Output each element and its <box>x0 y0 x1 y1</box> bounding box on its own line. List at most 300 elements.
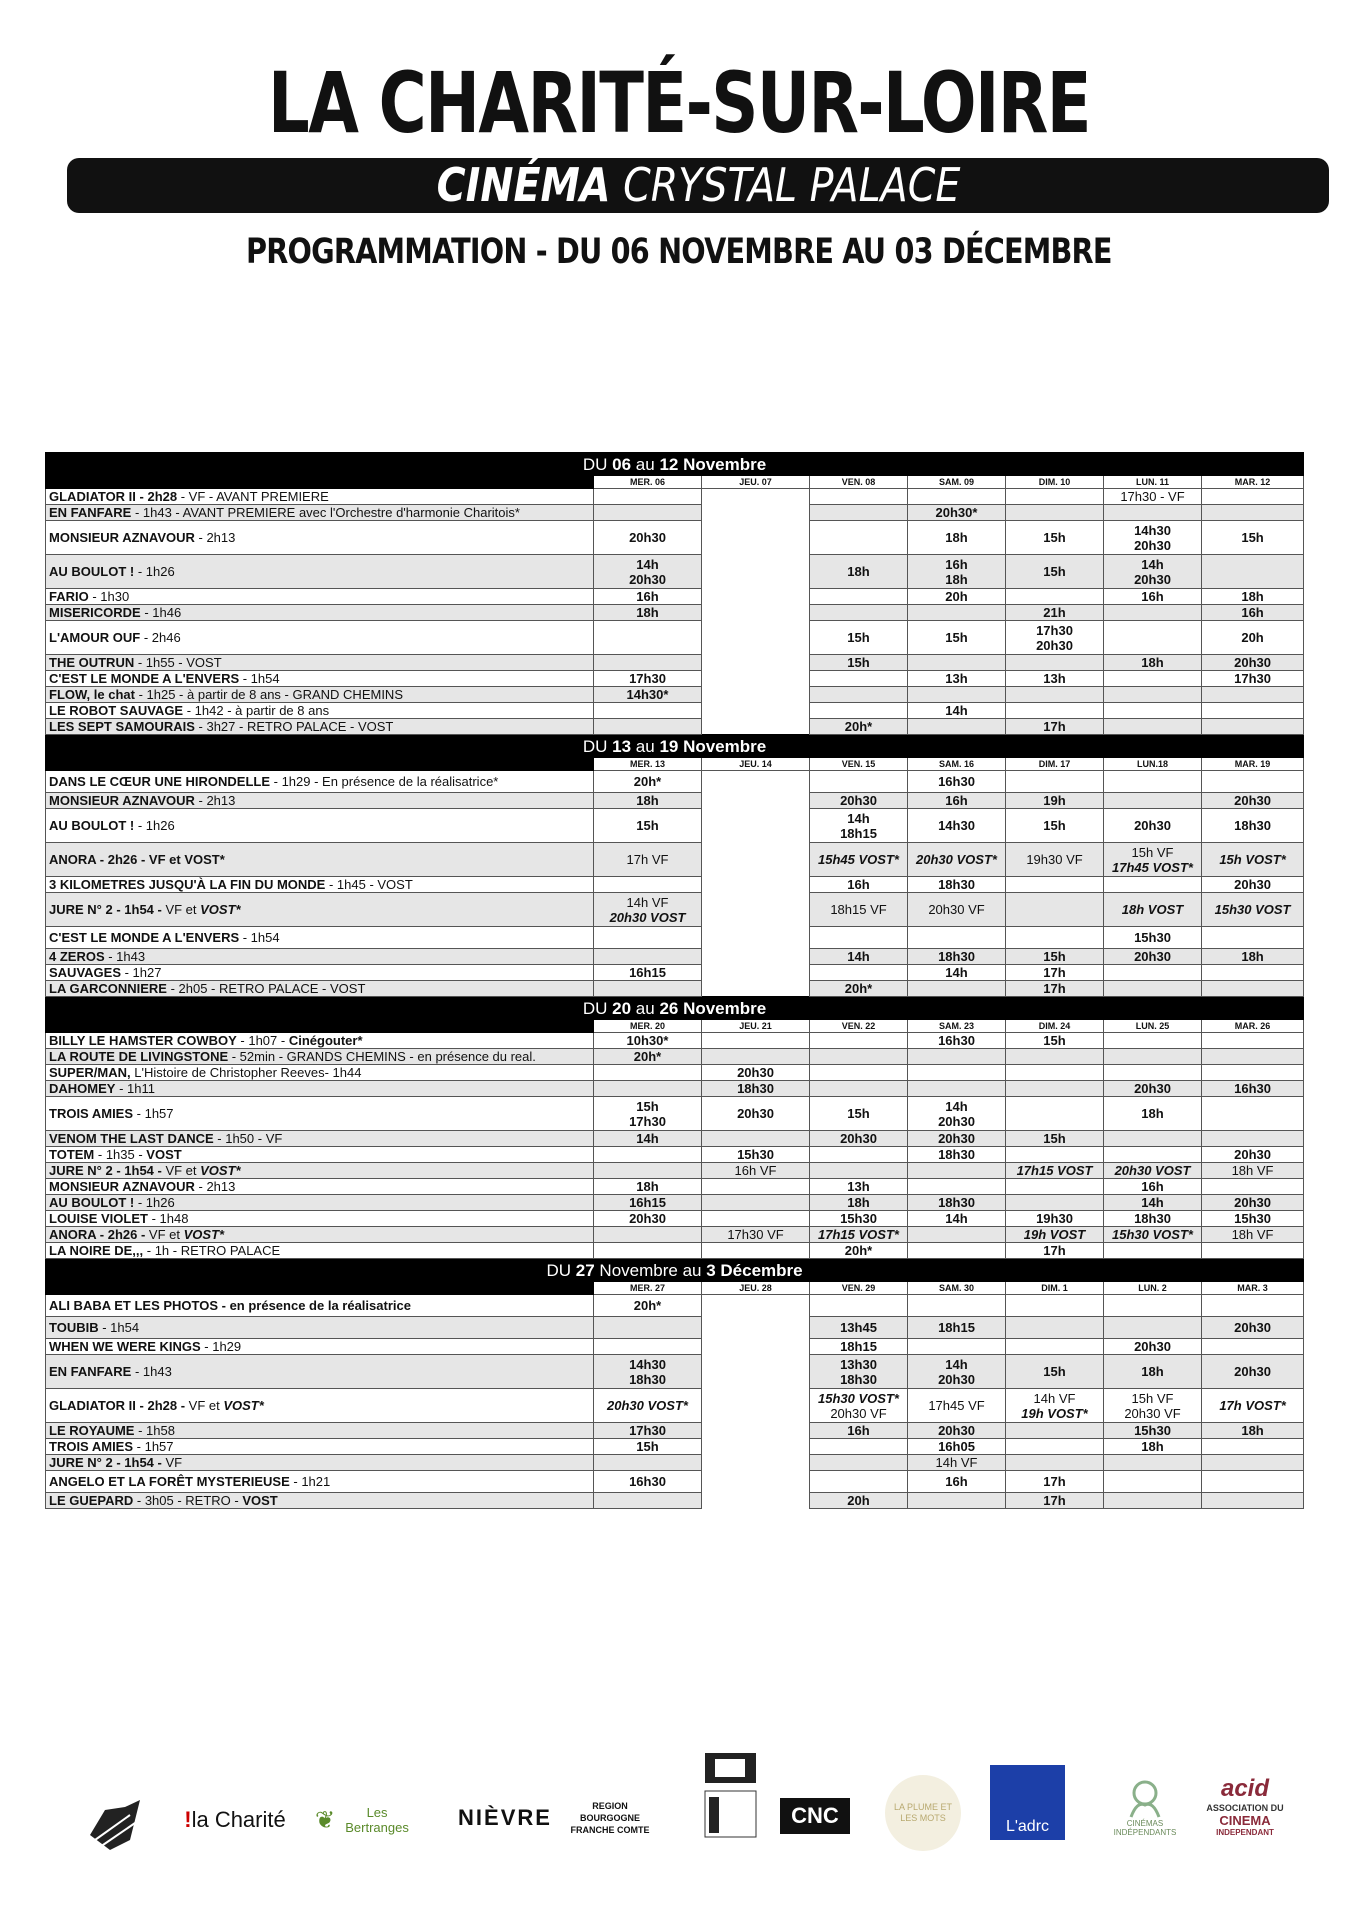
showtime: 14h <box>847 810 870 826</box>
showtime-cell <box>810 1471 908 1493</box>
film-title <box>46 1163 594 1179</box>
showtime: 14h <box>945 965 968 980</box>
film-title <box>46 621 594 655</box>
showtime: 18h15 <box>840 825 877 841</box>
showtime-cell <box>1104 1163 1202 1179</box>
film-row <box>46 605 1304 621</box>
showtime: 17h15 VOST <box>1016 1163 1093 1178</box>
showtime-cell <box>908 1097 1006 1131</box>
week-header <box>46 735 1304 758</box>
film-row <box>46 719 1304 735</box>
film-row <box>46 1147 1304 1163</box>
showtime-cell <box>594 1423 702 1439</box>
showtime-cell <box>1104 893 1202 927</box>
showtime-cell <box>1006 927 1104 949</box>
film-name: MISERICORDE <box>49 605 141 620</box>
film-row <box>46 1131 1304 1147</box>
showtime: 20h <box>945 589 968 604</box>
showtime-cell <box>1202 1211 1304 1227</box>
showtime: 20h30 <box>737 1106 774 1121</box>
showtime-cell <box>1104 1455 1202 1471</box>
showtime-cell <box>1202 809 1304 843</box>
showtime-cell <box>908 489 1006 505</box>
showtime: 20h* <box>844 719 873 734</box>
film-name: DANS LE CŒUR UNE HIRONDELLE <box>49 774 271 789</box>
showtime-cell <box>1104 719 1202 735</box>
film-details: - 1h57 <box>133 1439 174 1454</box>
showtime-cell <box>594 1339 702 1355</box>
film-row <box>46 1081 1304 1097</box>
showtime-cell <box>1202 1389 1304 1423</box>
film-details: - 1h35 - <box>94 1147 147 1162</box>
day-header: MAR. 3 <box>1202 1282 1304 1295</box>
showtime: 15h30 <box>737 1147 774 1162</box>
showtime-cell <box>702 589 810 605</box>
film-row <box>46 1493 1304 1509</box>
film-details: - 52min - GRANDS CHEMINS - en présence du real. <box>228 1049 536 1064</box>
film-title <box>46 1097 594 1131</box>
showtime: 20h30 <box>840 793 877 808</box>
film-name: 3 KILOMETRES JUSQU'À LA FIN DU MONDE <box>49 877 326 892</box>
film-row <box>46 505 1304 521</box>
showtime: 18h <box>1241 589 1264 604</box>
showtime-cell <box>1006 843 1104 877</box>
showtime-cell <box>594 521 702 555</box>
showtime-cell <box>1104 1227 1202 1243</box>
week-end-date: 19 Novembre <box>659 736 767 756</box>
showtime: 20h30 <box>1234 1147 1271 1162</box>
showtime: 18h <box>1141 1439 1164 1454</box>
showtime-cell <box>594 1317 702 1339</box>
film-name: TROIS AMIES <box>49 1439 134 1454</box>
showtime: 20h30 <box>737 1065 774 1080</box>
film-row <box>46 1439 1304 1455</box>
film-row <box>46 1355 1304 1389</box>
region-logo: REGION BOURGOGNE FRANCHE COMTE <box>570 1801 650 1835</box>
showtime-cell <box>908 1317 1006 1339</box>
day-header: LUN.18 <box>1104 758 1202 771</box>
showtime-cell <box>908 555 1006 589</box>
day-header: MAR. 12 <box>1202 476 1304 489</box>
showtime: 20h30 <box>1036 637 1073 653</box>
showtime: 17h45 VF <box>928 1398 985 1413</box>
film-title <box>46 981 594 997</box>
showtime: 18h <box>636 793 659 808</box>
showtime: 18h15 <box>840 1339 877 1354</box>
showtime-cell <box>594 703 702 719</box>
showtime: 14h VF <box>935 1455 978 1470</box>
showtime-cell <box>594 981 702 997</box>
week-header <box>46 997 1304 1020</box>
showtime-cell <box>1202 1163 1304 1179</box>
film-details: - 1h43 <box>104 949 146 964</box>
film-details: - 1h46 <box>140 605 182 620</box>
showtime-cell <box>1006 1147 1104 1163</box>
showtime-cell <box>594 605 702 621</box>
showtime: 20h30 <box>1234 1364 1271 1379</box>
film-row <box>46 1179 1304 1195</box>
showtime: 14h <box>1141 1195 1164 1210</box>
day-header: DIM. 1 <box>1006 1282 1104 1295</box>
day-header: MER. 20 <box>594 1020 702 1033</box>
film-row <box>46 965 1304 981</box>
film-title <box>46 1455 594 1471</box>
film-row <box>46 843 1304 877</box>
showtime-cell <box>594 489 702 505</box>
film-details: - 1h26 <box>134 818 175 833</box>
showtime: 19h30 <box>1036 1211 1073 1226</box>
showtime-cell <box>810 719 908 735</box>
showtime: 20h30 VOST <box>1114 1163 1191 1178</box>
week-title <box>46 997 1304 1020</box>
showtime: 20h30 <box>1134 1339 1171 1354</box>
showtime-cell <box>810 1179 908 1195</box>
showtime-cell <box>810 771 908 793</box>
film-details: - 1h26 <box>134 564 175 579</box>
showtime: 15h <box>1043 949 1066 964</box>
showtime: 17h VF <box>626 852 669 867</box>
film-title <box>46 1423 594 1439</box>
showtime-cell <box>908 671 1006 687</box>
showtime: 17h <box>1043 1493 1066 1508</box>
showtime-cell <box>594 589 702 605</box>
showtime-cell <box>702 1131 810 1147</box>
showtime-cell <box>1006 1317 1104 1339</box>
film-row <box>46 1471 1304 1493</box>
showtime-cell <box>1104 843 1202 877</box>
showtime: 20h30 <box>1234 877 1271 892</box>
showtime-cell <box>594 1131 702 1147</box>
film-row <box>46 1211 1304 1227</box>
showtime-cell <box>1006 1471 1104 1493</box>
film-name: TOTEM <box>49 1147 95 1162</box>
showtime: 20h30 <box>1134 949 1171 964</box>
showtime-cell <box>702 1295 810 1317</box>
showtime-cell <box>908 1179 1006 1195</box>
showtime: 14h <box>945 1356 968 1372</box>
film-title <box>46 1131 594 1147</box>
film-name: ANORA - 2h26 - <box>49 1227 146 1242</box>
showtime-cell <box>810 1163 908 1179</box>
showtime-cell <box>702 1179 810 1195</box>
film-name: LES SEPT SAMOURAIS <box>49 719 195 734</box>
showtime-cell <box>594 1163 702 1179</box>
showtime-cell <box>1202 877 1304 893</box>
showtime-cell <box>810 589 908 605</box>
day-header-spacer <box>46 1282 594 1295</box>
film-title <box>46 843 594 877</box>
showtime-cell <box>594 809 702 843</box>
showtime-cell <box>1006 1211 1104 1227</box>
showtime-cell <box>1202 771 1304 793</box>
showtime-cell <box>702 719 810 735</box>
showtime-cell <box>810 893 908 927</box>
showtime: 20h30 VF <box>830 1405 887 1421</box>
showtime: 16h VF <box>734 1163 777 1178</box>
film-details: - VF - AVANT PREMIERE <box>177 489 329 504</box>
day-header: MAR. 19 <box>1202 758 1304 771</box>
film-name: LE ROYAUME <box>49 1423 135 1438</box>
showtime-cell <box>594 877 702 893</box>
showtime-cell <box>1006 589 1104 605</box>
showtime-cell <box>1202 793 1304 809</box>
page-title: LA CHARITÉ-SUR-LOIRE <box>268 54 1090 152</box>
film-vost: VOST* <box>200 1163 241 1178</box>
showtime-cell <box>1104 1317 1202 1339</box>
film-title <box>46 505 594 521</box>
showtime: 15h <box>636 1098 659 1114</box>
showtime-cell <box>810 1493 908 1509</box>
showtime-cell <box>1104 1439 1202 1455</box>
acid-logo: acid ASSOCIATION DU CINEMA INDEPENDANT <box>1206 1774 1284 1837</box>
film-title <box>46 1195 594 1211</box>
film-row <box>46 793 1304 809</box>
showtime-cell <box>1202 719 1304 735</box>
film-name: LOUISE VIOLET <box>49 1211 148 1226</box>
week-title <box>46 453 1304 476</box>
film-details: - 1h57 <box>133 1106 174 1121</box>
showtime-cell <box>1006 605 1104 621</box>
film-name: GLADIATOR II - 2h28 <box>49 489 178 504</box>
film-title <box>46 555 594 589</box>
showtime-cell <box>1104 605 1202 621</box>
week-header <box>46 1259 1304 1282</box>
day-header-spacer <box>46 1020 594 1033</box>
showtime: 16h <box>945 793 968 808</box>
day-header: VEN. 08 <box>810 476 908 489</box>
showtime: 15h <box>847 630 870 645</box>
film-title <box>46 793 594 809</box>
showtime-cell <box>1104 671 1202 687</box>
showtime-cell <box>1006 1097 1104 1131</box>
week-title-prefix: DU <box>582 998 613 1018</box>
showtime-cell <box>1006 521 1104 555</box>
film-title <box>46 1033 594 1049</box>
film-title <box>46 1179 594 1195</box>
showtime: 14h <box>636 1131 659 1146</box>
programme-subtitle <box>0 232 1358 272</box>
film-title <box>46 1081 594 1097</box>
showtime-cell <box>1202 1243 1304 1259</box>
film-details: - 1h07 - <box>236 1033 289 1048</box>
film-details: - 2h46 <box>140 630 181 645</box>
film-details: - 1h29 <box>200 1339 242 1354</box>
showtime-cell <box>594 965 702 981</box>
film-title <box>46 589 594 605</box>
showtime: 17h30 <box>1036 622 1073 638</box>
showtime-cell <box>908 1081 1006 1097</box>
film-details: - 1h50 - VF <box>213 1131 283 1146</box>
showtime-cell <box>1006 877 1104 893</box>
showtime-cell <box>810 1295 908 1317</box>
film-row <box>46 1163 1304 1179</box>
showtime: 16h15 <box>629 965 666 980</box>
showtime-cell <box>1202 621 1304 655</box>
showtime-cell <box>1006 1423 1104 1439</box>
nievre-logo: NIÈVRE <box>458 1804 552 1830</box>
film-title <box>46 1243 594 1259</box>
showtime: 18h15 <box>938 1320 975 1335</box>
showtime: 20h* <box>844 981 873 996</box>
showtime-cell <box>810 1131 908 1147</box>
week-title-mid: au <box>631 454 660 474</box>
showtime: 20h30 <box>629 571 666 587</box>
programme-subtitle-text: PROGRAMMATION - DU 06 NOVEMBRE AU 03 DÉCEMBRE <box>246 232 1112 272</box>
showtime-cell <box>810 793 908 809</box>
showtime-cell <box>1104 1355 1202 1389</box>
showtime: 20h30 VOST <box>609 909 686 925</box>
showtime: 18h30 <box>629 1371 666 1387</box>
prefet-logo <box>700 1750 760 1840</box>
showtime: 14h30 <box>1134 522 1171 538</box>
film-details: - 1h30 <box>88 589 130 604</box>
showtime-cell <box>908 1227 1006 1243</box>
schedule-table <box>45 452 1304 1509</box>
showtime-cell <box>1006 505 1104 521</box>
showtime: 15h30 <box>840 1211 877 1226</box>
showtime-cell <box>1202 1131 1304 1147</box>
day-header: VEN. 15 <box>810 758 908 771</box>
showtime-cell <box>908 1131 1006 1147</box>
showtime: 18h30 <box>1234 818 1271 833</box>
showtime-cell <box>810 843 908 877</box>
showtime-cell <box>810 1227 908 1243</box>
showtime-cell <box>1104 877 1202 893</box>
showtime-cell <box>1006 809 1104 843</box>
showtime-cell <box>1104 1033 1202 1049</box>
showtime-cell <box>1104 1131 1202 1147</box>
showtime: 19h <box>1043 793 1066 808</box>
showtime-cell <box>702 1439 810 1455</box>
showtime-cell <box>594 893 702 927</box>
showtime-cell <box>702 1455 810 1471</box>
film-name: TROIS AMIES <box>49 1106 134 1121</box>
showtime-cell <box>702 521 810 555</box>
showtime: 18h <box>847 1195 870 1210</box>
showtime-cell <box>1006 1049 1104 1065</box>
film-name: LE GUEPARD <box>49 1493 134 1508</box>
showtime-cell <box>908 981 1006 997</box>
showtime-cell <box>1104 927 1202 949</box>
cinemas-independants-text: CINÉMAS INDÉPENDANTS <box>1113 1819 1177 1837</box>
showtime-cell <box>810 1339 908 1355</box>
showtime-cell <box>702 927 810 949</box>
showtime: 20h30 <box>1134 818 1171 833</box>
film-details: VF et <box>185 1398 224 1413</box>
showtime-cell <box>702 1339 810 1355</box>
showtime-cell <box>908 1049 1006 1065</box>
day-header: MER. 06 <box>594 476 702 489</box>
showtime-cell <box>1202 505 1304 521</box>
showtime-cell <box>702 555 810 589</box>
showtime-cell <box>1104 1243 1202 1259</box>
cinemas-independants-logo <box>1105 1768 1185 1848</box>
showtime-cell <box>810 605 908 621</box>
film-details: - 1h11 <box>115 1081 155 1096</box>
film-name: C'EST LE MONDE A L'ENVERS <box>49 671 240 686</box>
showtime-cell <box>1006 1081 1104 1097</box>
week-title-mid: Novembre au <box>594 1260 707 1280</box>
film-title <box>46 1493 594 1509</box>
showtime-cell <box>1006 555 1104 589</box>
showtime-cell <box>908 809 1006 843</box>
film-details: VF et <box>161 1163 201 1178</box>
film-title <box>46 655 594 671</box>
showtime-cell <box>810 489 908 505</box>
film-row <box>46 489 1304 505</box>
showtime-cell <box>908 605 1006 621</box>
film-title <box>46 1471 594 1493</box>
showtime-cell <box>908 1339 1006 1355</box>
showtime-cell <box>1202 1339 1304 1355</box>
la-charite-logo-text: la Charité <box>191 1807 286 1832</box>
showtime: 19h VOST* <box>1021 1405 1088 1421</box>
showtime: 20h30 VOST* <box>607 1398 688 1413</box>
showtime: 21h <box>1043 605 1066 620</box>
showtime-cell <box>810 1243 908 1259</box>
showtime-cell <box>702 1471 810 1493</box>
showtime: 20h30* <box>935 505 978 520</box>
film-name: DAHOMEY <box>49 1081 116 1096</box>
showtime-cell <box>702 1081 810 1097</box>
showtime: 15h VF <box>1131 844 1174 860</box>
showtime-cell <box>702 965 810 981</box>
showtime-cell <box>1202 965 1304 981</box>
showtime-cell <box>908 877 1006 893</box>
showtime-cell <box>702 981 810 997</box>
showtime-cell <box>1104 1295 1202 1317</box>
showtime-cell <box>594 1033 702 1049</box>
film-details: - 1h26 <box>134 1195 175 1210</box>
film-title <box>46 1355 594 1389</box>
showtime: 15h <box>945 630 968 645</box>
showtime-cell <box>1104 793 1202 809</box>
showtime-cell <box>908 793 1006 809</box>
film-title <box>46 1147 594 1163</box>
showtime-cell <box>1202 1179 1304 1195</box>
showtime-cell <box>908 1163 1006 1179</box>
film-title <box>46 489 594 505</box>
day-header: MAR. 26 <box>1202 1020 1304 1033</box>
film-row <box>46 1295 1304 1317</box>
film-details: - 1h48 <box>147 1211 189 1226</box>
showtime-cell <box>1006 1439 1104 1455</box>
film-row <box>46 687 1304 703</box>
showtime-cell <box>1006 1339 1104 1355</box>
day-header: VEN. 29 <box>810 1282 908 1295</box>
showtime-cell <box>908 521 1006 555</box>
showtime: 20h30 <box>1234 655 1271 670</box>
showtime-cell <box>1006 671 1104 687</box>
showtime: 20h30 <box>1234 1320 1271 1335</box>
week-start-date: 20 <box>612 998 632 1018</box>
film-name: JURE N° 2 - 1h54 - <box>49 902 162 917</box>
showtime-cell <box>594 793 702 809</box>
showtime-cell <box>908 589 1006 605</box>
showtime: 20h* <box>633 774 662 789</box>
showtime-cell <box>1202 1439 1304 1455</box>
showtime: 14h VF <box>626 894 669 910</box>
showtime-cell <box>1006 1295 1104 1317</box>
showtime: 13h30 <box>840 1356 877 1372</box>
week-start-date: 06 <box>612 454 632 474</box>
showtime: 16h30 <box>938 1033 975 1048</box>
showtime-cell <box>908 1389 1006 1423</box>
showtime-cell <box>810 1317 908 1339</box>
showtime-cell <box>702 1163 810 1179</box>
showtime: 18h30 <box>938 949 975 964</box>
film-title <box>46 949 594 965</box>
